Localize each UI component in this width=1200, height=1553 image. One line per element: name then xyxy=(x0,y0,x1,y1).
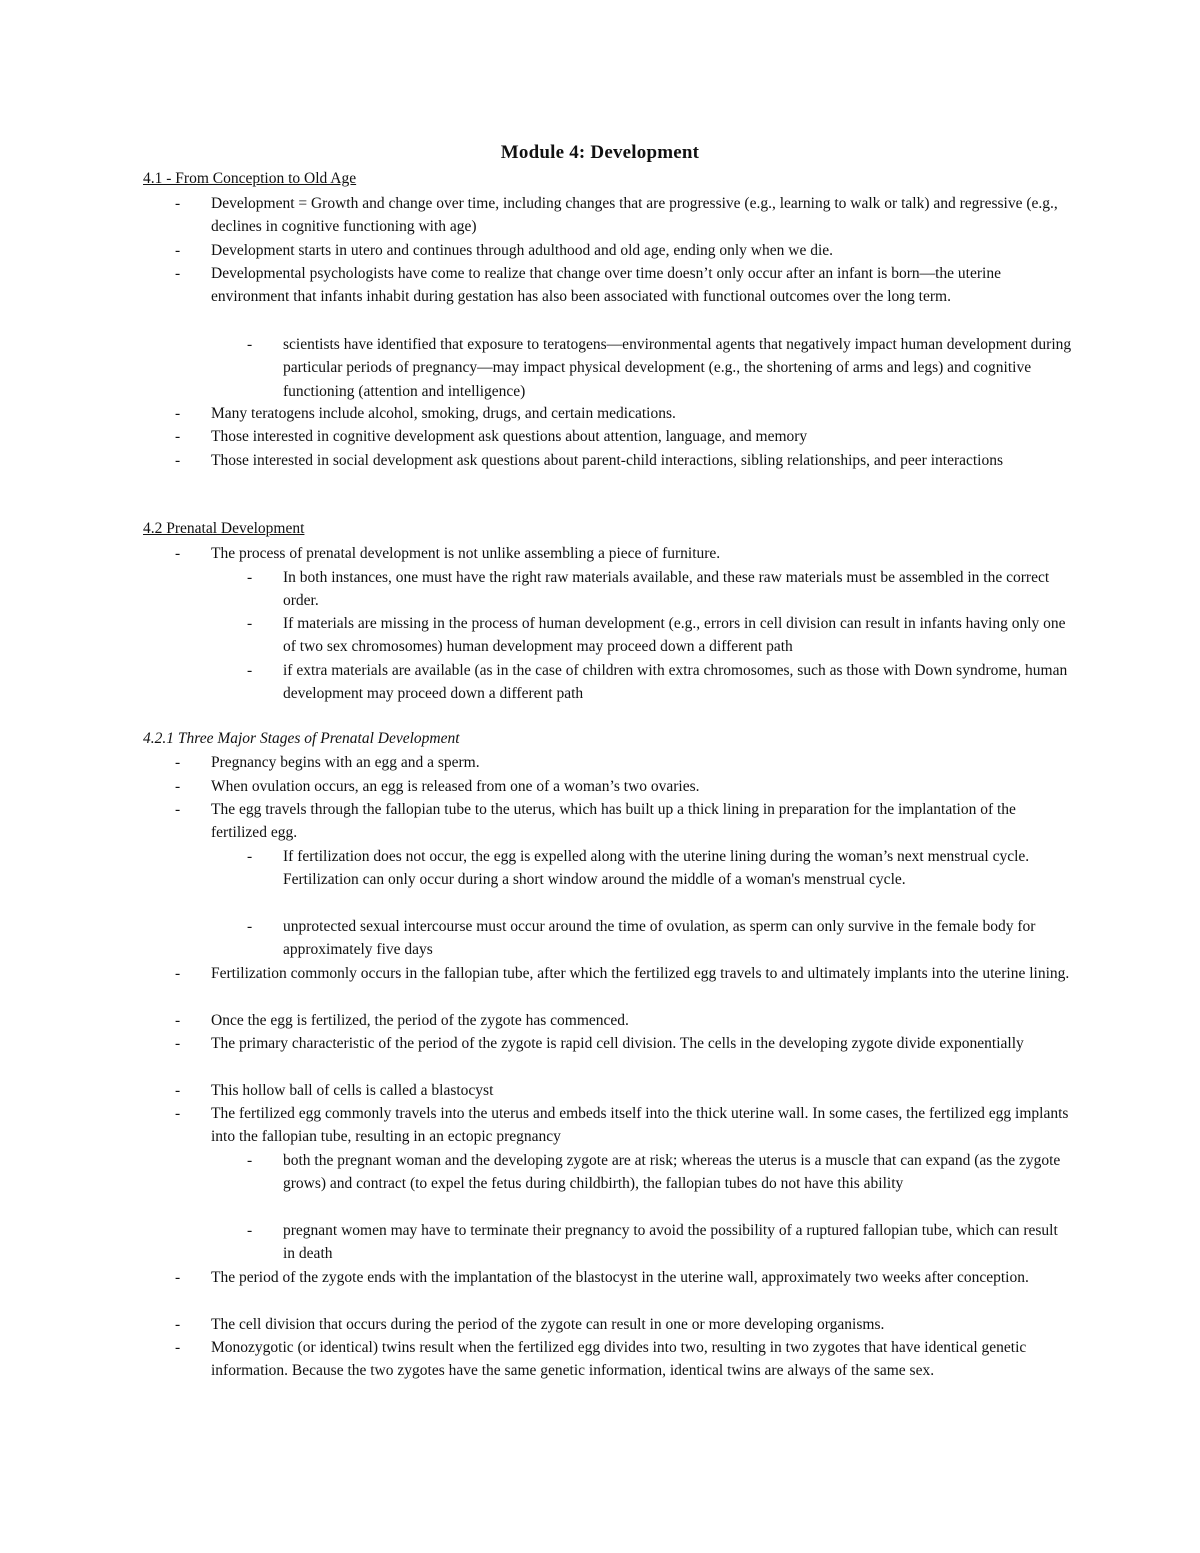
bullet-dash-icon: - xyxy=(175,778,181,795)
list-item: - Developmental psychologists have come to realize that change over time doesn’t only occur after an infant is born—the uterine environment that infants inhabit during gestation has also been associated with functional outcomes over the long term. xyxy=(211,262,1071,309)
bullet-dash-icon: - xyxy=(175,965,181,982)
list-item: - both the pregnant woman and the developing zygote are at risk; whereas the uterus is a muscle that can expand (as the zygote grows) and contract (to expel the fetus during childbirth), the fallopian tubes do not have this ability xyxy=(283,1149,1073,1196)
bullet-dash-icon: - xyxy=(247,1222,253,1239)
list-item: - If materials are missing in the process of human development (e.g., errors in cell division can result in infants having only one of two sex chromosomes) human development may proceed down a different path xyxy=(283,612,1073,659)
bullet-dash-icon: - xyxy=(175,405,181,422)
bullet-dash-icon: - xyxy=(247,569,253,586)
list-item: - Development starts in utero and continues through adulthood and old age, ending only when we die. xyxy=(211,239,1071,262)
list-item: - pregnant women may have to terminate their pregnancy to avoid the possibility of a ruptured fallopian tube, which can result in death xyxy=(283,1219,1073,1266)
section-heading-4-1: 4.1 - From Conception to Old Age xyxy=(143,170,357,187)
bullet-dash-icon: - xyxy=(175,1082,181,1099)
bullet-dash-icon: - xyxy=(175,545,181,562)
page-title: Module 4: Development xyxy=(500,142,700,163)
list-item: - The process of prenatal development is not unlike assembling a piece of furniture. xyxy=(211,542,1071,565)
bullet-dash-icon: - xyxy=(247,1152,253,1169)
bullet-dash-icon: - xyxy=(247,918,253,935)
bullet-dash-icon: - xyxy=(175,452,181,469)
list-item: - The cell division that occurs during the period of the zygote can result in one or more developing organisms. xyxy=(211,1313,1071,1336)
bullet-dash-icon: - xyxy=(175,195,181,212)
list-item: - unprotected sexual intercourse must occur around the time of ovulation, as sperm can only survive in the female body for approximately five days xyxy=(283,915,1073,962)
list-item: - Those interested in cognitive development ask questions about attention, language, and memory xyxy=(211,425,1071,448)
bullet-dash-icon: - xyxy=(175,1269,181,1286)
list-item: - In both instances, one must have the right raw materials available, and these raw materials must be assembled in the correct order. xyxy=(283,566,1073,613)
bullet-dash-icon: - xyxy=(175,265,181,282)
list-item: - If fertilization does not occur, the egg is expelled along with the uterine lining during the woman’s next menstrual cycle. Fertilization can only occur during a short window around the middle of a woman's menstrual cycle. xyxy=(283,845,1073,892)
bullet-dash-icon: - xyxy=(247,848,253,865)
section-heading-4-2-1: 4.2.1 Three Major Stages of Prenatal Development xyxy=(143,730,460,747)
bullet-dash-icon: - xyxy=(247,615,253,632)
list-item: - The primary characteristic of the period of the zygote is rapid cell division. The cells in the developing zygote divide exponentially xyxy=(211,1032,1071,1055)
bullet-dash-icon: - xyxy=(175,1105,181,1122)
bullet-dash-icon: - xyxy=(247,336,253,353)
list-item: - Development = Growth and change over time, including changes that are progressive (e.g., learning to walk or talk) and regressive (e.g., declines in cognitive functioning with age) xyxy=(211,192,1071,239)
bullet-dash-icon: - xyxy=(175,801,181,818)
list-item: - When ovulation occurs, an egg is released from one of a woman’s two ovaries. xyxy=(211,775,1071,798)
list-item: - The egg travels through the fallopian tube to the uterus, which has built up a thick lining in preparation for the implantation of the fertilized egg. xyxy=(211,798,1071,845)
bullet-dash-icon: - xyxy=(175,1035,181,1052)
list-item: - if extra materials are available (as in the case of children with extra chromosomes, such as those with Down syndrome, human development may proceed down a different path xyxy=(283,659,1073,706)
list-item: - scientists have identified that exposure to teratogens—environmental agents that negatively impact human development during particular periods of pregnancy—may impact physical development (e.g., the shortening of arms and legs) and cognitive functioning (attention and intelligence) xyxy=(283,333,1073,403)
list-item: - The fertilized egg commonly travels into the uterus and embeds itself into the thick uterine wall. In some cases, the fertilized egg implants into the fallopian tube, resulting in an ectopic pregnancy xyxy=(211,1102,1071,1149)
list-item: - Fertilization commonly occurs in the fallopian tube, after which the fertilized egg travels to and ultimately implants into the uterine lining. xyxy=(211,962,1071,985)
list-item: - This hollow ball of cells is called a blastocyst xyxy=(211,1079,1071,1102)
list-item: - Monozygotic (or identical) twins result when the fertilized egg divides into two, resulting in two zygotes that have identical genetic information. Because the two zygotes have the same genetic information, identical twins are always of the same sex. xyxy=(211,1336,1071,1383)
bullet-dash-icon: - xyxy=(175,1012,181,1029)
bullet-dash-icon: - xyxy=(175,242,181,259)
section-heading-4-2: 4.2 Prenatal Development xyxy=(143,520,305,537)
bullet-dash-icon: - xyxy=(175,1316,181,1333)
list-item: - Pregnancy begins with an egg and a sperm. xyxy=(211,751,1071,774)
bullet-dash-icon: - xyxy=(175,428,181,445)
list-item: - Many teratogens include alcohol, smoking, drugs, and certain medications. xyxy=(211,402,1071,425)
bullet-dash-icon: - xyxy=(175,754,181,771)
list-item: - Those interested in social development ask questions about parent-child interactions, sibling relationships, and peer interactions xyxy=(211,449,1071,472)
bullet-dash-icon: - xyxy=(175,1339,181,1356)
list-item: - The period of the zygote ends with the implantation of the blastocyst in the uterine wall, approximately two weeks after conception. xyxy=(211,1266,1071,1289)
list-item: - Once the egg is fertilized, the period of the zygote has commenced. xyxy=(211,1009,1071,1032)
bullet-dash-icon: - xyxy=(247,662,253,679)
